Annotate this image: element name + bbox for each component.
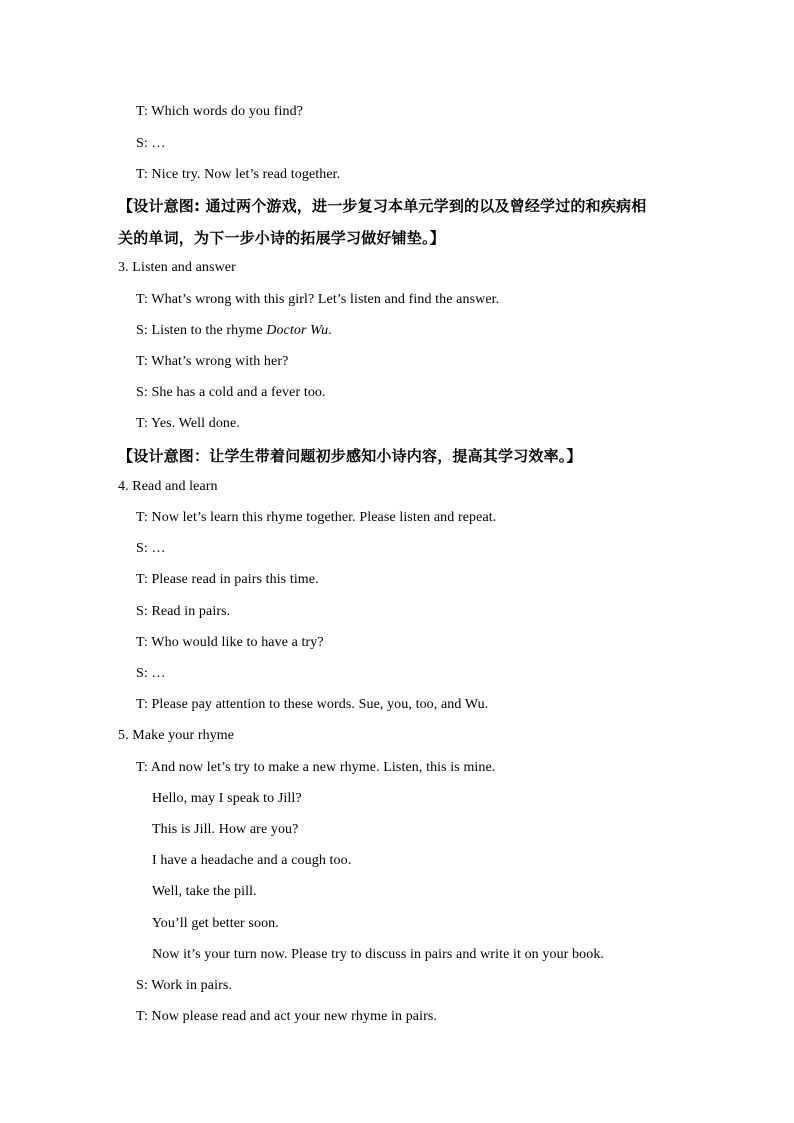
dialogue-text: S: Listen to the rhyme: [136, 323, 263, 338]
dialogue-line: S: …: [136, 136, 166, 151]
dialogue-line: T: What’s wrong with this girl? Let’s listen and find the answer.: [136, 292, 500, 307]
rhyme-line: You’ll get better soon.: [152, 916, 279, 931]
section-heading: 4. Read and learn: [118, 479, 218, 494]
dialogue-line: T: Nice try. Now let’s read together.: [136, 167, 341, 182]
design-intent-note: 【设计意图：让学生带着问题初步感知小诗内容，提高其学习效率。】: [118, 447, 582, 465]
rhyme-line: Hello, may I speak to Jill?: [152, 791, 302, 806]
dialogue-line: S: She has a cold and a fever too.: [136, 385, 326, 400]
design-intent-note: 【设计意图: 通过两个游戏，进一步复习本单元学到的以及曾经学过的和疾病相: [118, 197, 647, 215]
rhyme-line: This is Jill. How are you?: [152, 822, 299, 837]
section-heading: 5. Make your rhyme: [118, 728, 235, 743]
dialogue-line: S: …: [136, 541, 166, 556]
dialogue-line: T: Please pay attention to these words. Sue, you, too, and Wu.: [136, 697, 489, 712]
dialogue-line: T: What’s wrong with her?: [136, 354, 289, 369]
dialogue-line: S: Read in pairs.: [136, 604, 231, 619]
dialogue-line: [136, 322, 332, 340]
dialogue-line: S: Work in pairs.: [136, 978, 232, 993]
dialogue-line: S: …: [136, 666, 166, 681]
dialogue-line: T: Yes. Well done.: [136, 416, 240, 431]
dialogue-line: T: Who would like to have a try?: [136, 635, 324, 650]
dialogue-line: T: Which words do you find?: [136, 104, 303, 119]
dialogue-line: T: And now let’s try to make a new rhyme. Listen, this is mine.: [136, 760, 496, 775]
instruction-line: Now it’s your turn now. Please try to discuss in pairs and write it on your book.: [152, 947, 605, 962]
rhyme-line: I have a headache and a cough too.: [152, 853, 352, 868]
rhyme-line: Well, take the pill.: [152, 884, 257, 899]
section-heading: 3. Listen and answer: [118, 260, 236, 275]
dialogue-line: T: Now let’s learn this rhyme together. Please listen and repeat.: [136, 510, 497, 525]
dialogue-line: T: Please read in pairs this time.: [136, 572, 319, 587]
design-intent-note: 关的单词，为下一步小诗的拓展学习做好铺垫。】: [118, 229, 445, 247]
rhyme-title: Doctor Wu: [266, 323, 329, 338]
dialogue-line: T: Now please read and act your new rhyme in pairs.: [136, 1009, 438, 1024]
dialogue-punctuation: .: [328, 323, 332, 338]
